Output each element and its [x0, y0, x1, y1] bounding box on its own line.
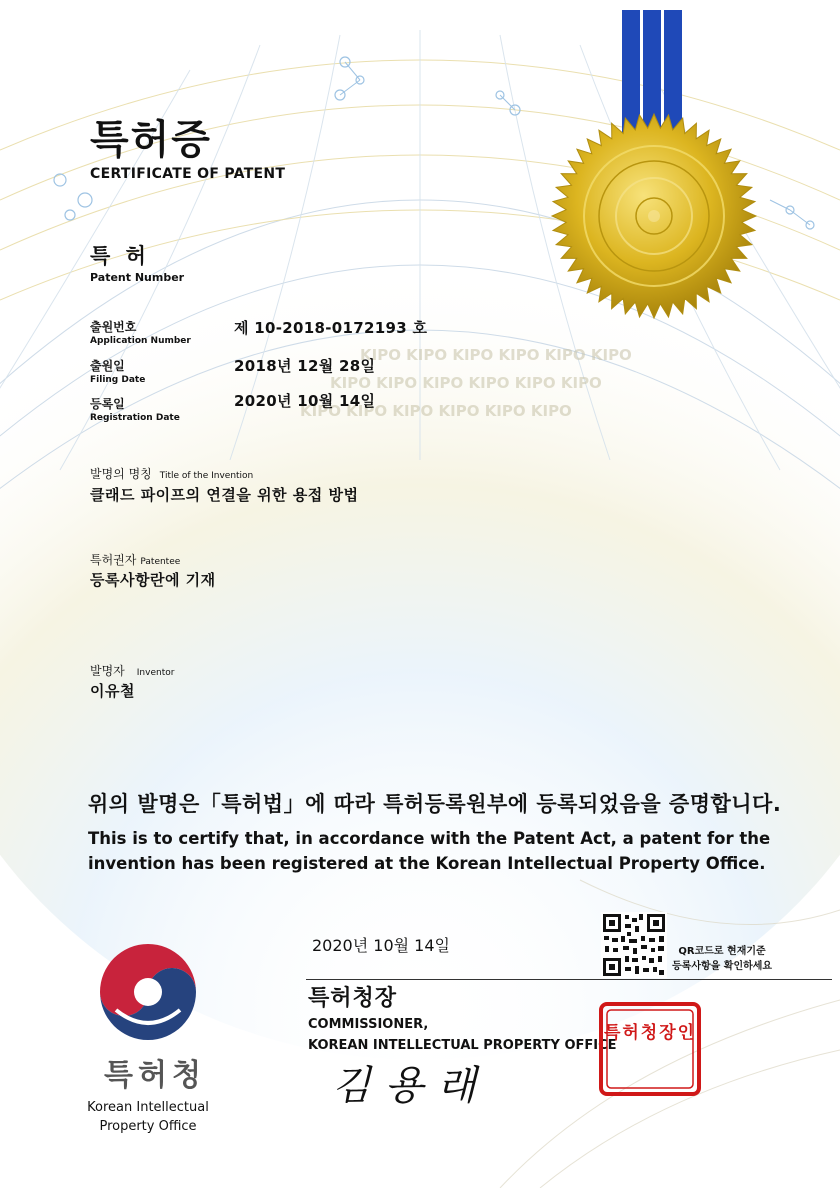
application-number-value: 제 10-2018-0172193 호	[234, 319, 428, 337]
invention-title-value: 클래드 파이프의 연결을 위한 용접 방법	[90, 486, 359, 504]
certificate-title-en: CERTIFICATE OF PATENT	[90, 166, 286, 182]
registration-date-label: 등록일	[90, 397, 125, 411]
application-number-label-en: Application Number	[90, 336, 191, 346]
svg-text:KIPO KIPO KIPO KIPO KIPO KIPO: KIPO KIPO KIPO KIPO KIPO KIPO	[360, 346, 632, 364]
registration-date-label-en: Registration Date	[90, 413, 180, 423]
invention-title-label	[90, 465, 253, 482]
svg-text:KIPO KIPO KIPO KIPO KIPO KIPO: KIPO KIPO KIPO KIPO KIPO KIPO	[330, 374, 602, 392]
svg-text:KIPO KIPO KIPO KIPO KIPO KIPO: KIPO KIPO KIPO KIPO KIPO KIPO	[300, 402, 572, 420]
commissioner-signature: 김용래	[332, 1063, 490, 1109]
qr-note-line1: QR코드로 현재기준	[678, 946, 766, 957]
patentee-value: 등록사항란에 기재	[90, 571, 216, 589]
certification-text-kr: 위의 발명은「특허법」에 따라 특허등록원부에 등록되었음을 증명합니다.	[88, 792, 782, 816]
patent-number-label-en: Patent Number	[90, 271, 185, 284]
office-name-en-line1: Korean Intellectual	[87, 1100, 209, 1115]
invention-title-label-en: Title of the Invention	[159, 471, 254, 481]
registration-date-value: 2020년 10월 14일	[234, 392, 376, 410]
certification-text-en: This is to certify that, in accordance with the Patent Act, a patent for the invention has been registered at the Korean Intellectual Property Office.	[88, 829, 771, 873]
divider-line	[306, 979, 832, 980]
filing-date-label-en: Filing Date	[90, 375, 146, 385]
issue-date: 2020년 10월 14일	[312, 936, 450, 955]
official-stamp-text: 특허청장인	[603, 1023, 697, 1043]
qr-note	[672, 944, 772, 974]
qr-code-icon[interactable]	[601, 912, 667, 978]
application-number-label: 출원번호	[90, 320, 137, 334]
certificate-title: 특허증	[90, 117, 212, 163]
commissioner-title-en-line2: KOREAN INTELLECTUAL PROPERTY OFFICE	[308, 1038, 617, 1053]
commissioner-title-en-line1: COMMISSIONER,	[308, 1017, 429, 1032]
commissioner-title-kr: 특허청장	[308, 986, 398, 1011]
qr-note-line2: 등록사항을 확인하세요	[672, 961, 773, 972]
office-name-kr: 특허청	[104, 1058, 206, 1093]
invention-title-label-kr: 발명의 명칭	[90, 467, 152, 481]
patentee-label	[90, 551, 180, 568]
kipo-logo-icon	[96, 940, 200, 1044]
inventor-value: 이유철	[90, 682, 135, 700]
filing-date-label: 출원일	[90, 359, 125, 373]
filing-date-value: 2018년 12월 28일	[234, 357, 376, 375]
inventor-label	[90, 662, 174, 679]
office-name-en	[68, 1098, 228, 1136]
patentee-label-en: Patentee	[140, 557, 181, 567]
inventor-label-kr: 발명자	[90, 664, 125, 678]
inventor-label-en: Inventor	[136, 668, 175, 678]
patent-number-label: 특 허	[90, 244, 150, 268]
office-name-en-line2: Property Office	[99, 1119, 197, 1134]
patentee-label-kr: 특허권자	[90, 553, 137, 567]
